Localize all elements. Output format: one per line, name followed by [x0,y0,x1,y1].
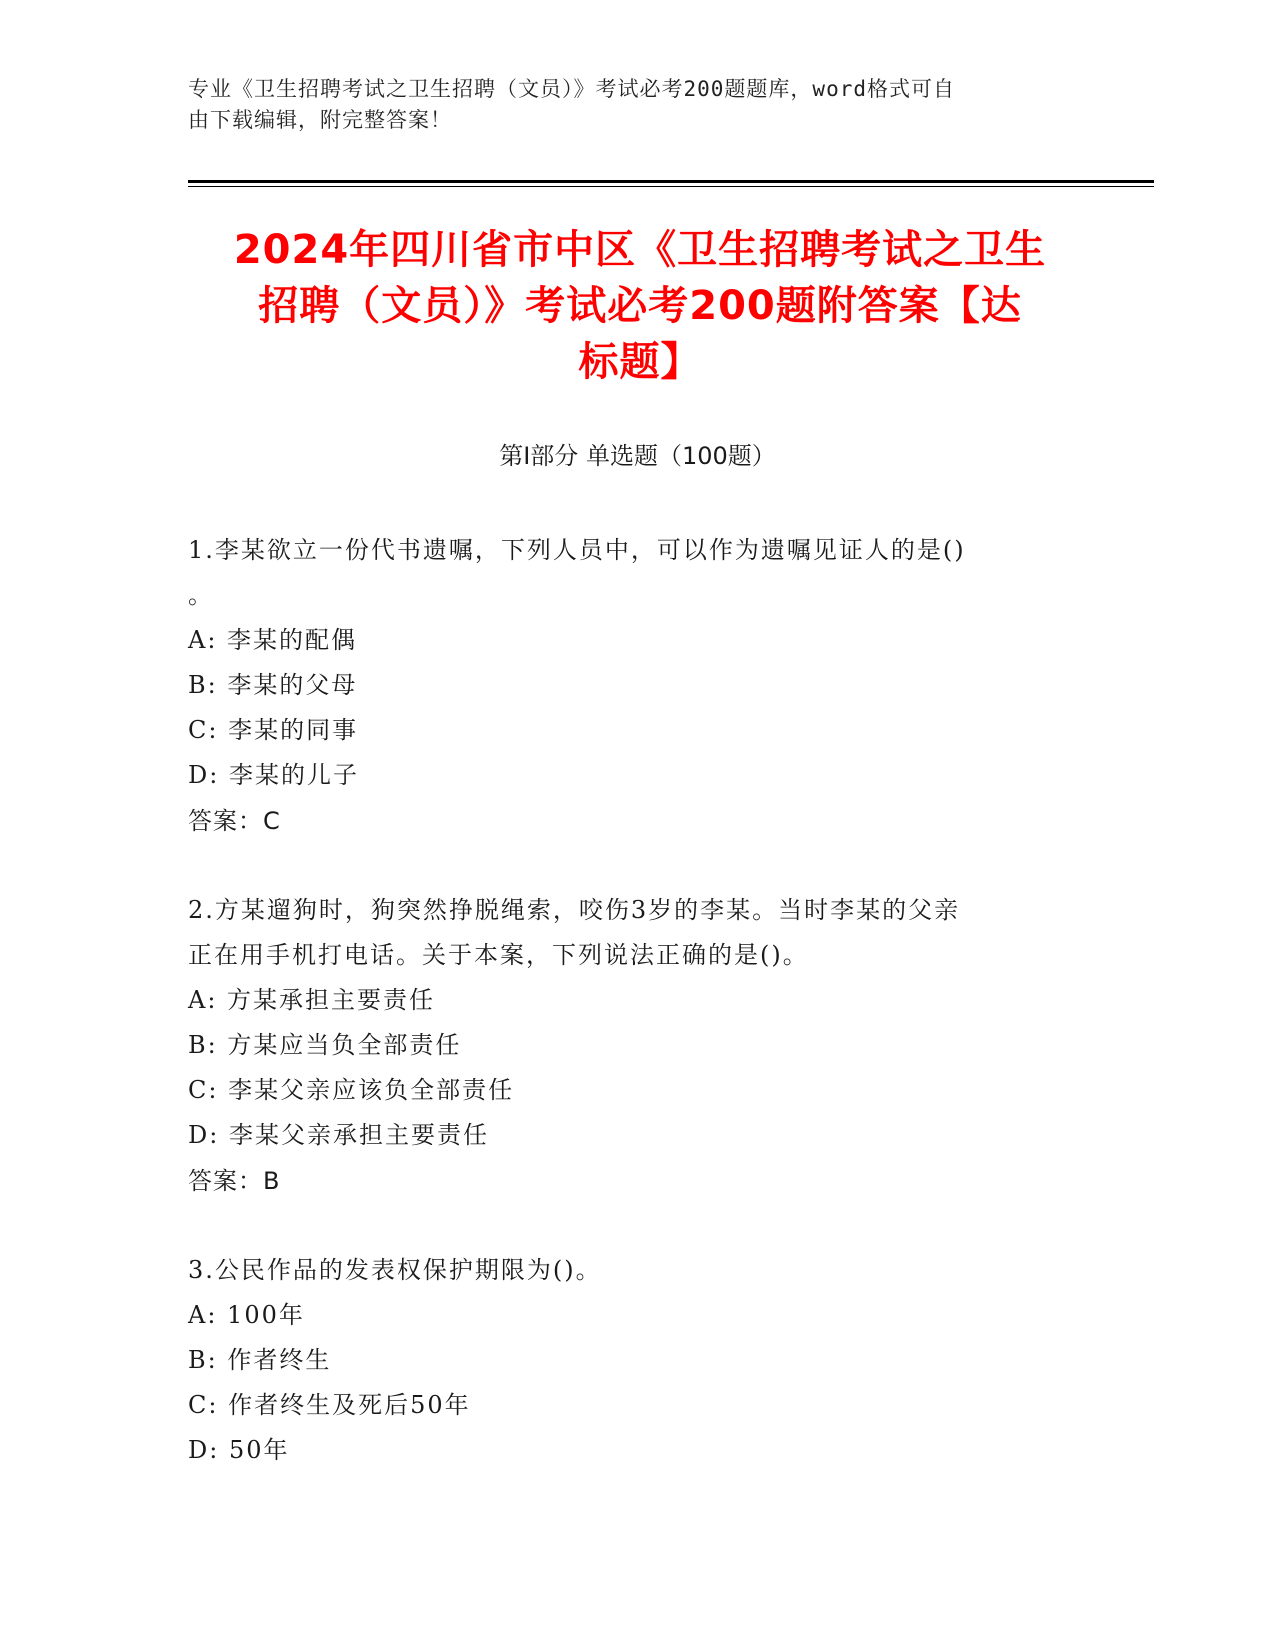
option-d: D: 李某的儿子 [188,761,359,789]
document-title-line-2: 招聘（文员）》考试必考200题附答案【达 [258,283,1022,329]
question-text-continued: 正在用手机打电话。关于本案，下列说法正确的是()。 [188,941,809,969]
document-title-line-3: 标题】 [578,339,702,385]
question-text: 1.李某欲立一份代书遗嘱，下列人员中，可以作为遗嘱见证人的是() [188,536,966,564]
option-c: C: 作者终生及死后50年 [188,1391,471,1419]
option-b: B: 作者终生 [188,1346,332,1374]
option-a: A: 100年 [188,1301,305,1329]
question-3 [188,1248,1068,1473]
answer: 答案：B [188,1167,281,1195]
option-a: A: 李某的配偶 [188,626,358,654]
section-title: 第Ⅰ部分 单选题（100题） [499,442,776,470]
option-d: D: 李某父亲承担主要责任 [188,1121,489,1149]
question-1 [188,528,1068,844]
document-title [160,222,1120,390]
option-b: B: 方某应当负全部责任 [188,1031,462,1059]
question-list [188,528,1068,1517]
header-divider-thick [188,180,1154,183]
option-a: A: 方某承担主要责任 [188,986,436,1014]
question-text: 2.方某遛狗时，狗突然挣脱绳索，咬伤3岁的李某。当时李某的父亲 [188,896,961,924]
option-b: B: 李某的父母 [188,671,358,699]
question-text-continued: 。 [188,581,214,609]
option-c: C: 李某的同事 [188,716,359,744]
question-text: 3.公民作品的发表权保护期限为()。 [188,1256,602,1284]
header-note-line-1: 专业《卫生招聘考试之卫生招聘（文员）》考试必考200题题库，word格式可自 [188,77,955,101]
option-d: D: 50年 [188,1436,290,1464]
header-divider-thin [188,186,1154,187]
header-note [188,74,1068,136]
option-c: C: 李某父亲应该负全部责任 [188,1076,515,1104]
question-2 [188,888,1068,1204]
document-title-line-1: 2024年四川省市中区《卫生招聘考试之卫生 [233,227,1047,273]
answer: 答案：C [188,807,281,835]
header-note-line-2: 由下载编辑，附完整答案！ [188,108,452,132]
